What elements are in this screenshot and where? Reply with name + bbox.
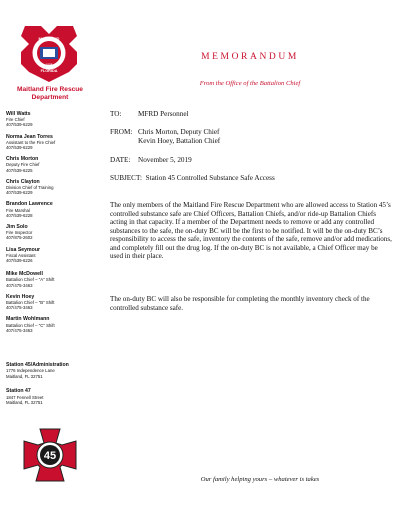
subject-value: Station 45 Controlled Substance Safe Access [145,174,275,182]
staff-name: Norma Jean Torres [6,133,53,140]
staff-entry [6,271,98,288]
department-name [4,86,96,102]
staff-title: Battalion Chief – "B" Shift [6,300,55,306]
date-label: DATE: [110,156,131,164]
staff-entry [6,224,98,241]
station-addresses [6,362,98,414]
to-line [110,110,189,119]
staff-phone: 407/539-6229 [6,122,33,128]
staff-title: Division Chief of Training [6,185,54,191]
memo-subtitle: From the Office of the Battalion Chief [199,80,301,87]
logo-station-number: 45 [43,450,57,462]
logo-bottom-text: FLORIDA [40,69,58,73]
staff-directory [6,111,98,339]
staff-phone: 407/539-6229 [6,190,33,196]
station-name: Station 47 [6,388,31,395]
staff-title: Assistant to the Fire Chief [6,139,56,145]
subject-label: SUBJECT: [110,174,142,182]
maitland-fire-logo [17,22,81,82]
from-line [110,128,220,145]
staff-phone: 407/539-6226 [6,258,33,264]
department-name-line2: Department [31,94,69,101]
staff-phone: 407/475-3463 [6,305,33,311]
staff-title: Fire Chief [6,117,25,123]
staff-title: Fire Marshal [6,207,30,213]
staff-name: Chris Morton [6,156,39,163]
staff-entry [6,247,98,264]
staff-phone: 407/475-3463 [6,327,33,333]
to-value: MFRD Personnel [138,110,189,118]
staff-entry [6,316,98,333]
memo-title: MEMORANDUM [201,52,299,62]
staff-name: Brandon Lawrence [6,201,53,208]
staff-entry [6,179,98,196]
station-45-maltese-cross-logo [22,427,78,483]
staff-name: Mike McDowell [6,271,43,278]
station-name: Station 45/Administration [6,362,69,368]
logo-year: 1885 [45,63,53,67]
staff-title: Fire Inspector [6,230,33,236]
staff-entry [6,111,98,128]
staff-title: Battalion Chief – "A" Shift [6,277,55,283]
body-paragraph-1: The only members of the Maitland Fire Rescue Department who are allowed access to Station 45’s controlled substance safe are Chief Officers, Battalion Chiefs, and/or ride-up Battalion Chiefs acting in that capacity. If a member of the Department needs to remove or add any controlled substances to the safe, the on-duty BC will be the first to be notified. It will be the on-duty BC’s responsibility to access the safe, inventory the contents of the safe, remove and/or add medications, and completely fill out the drug log. If the on-duty BC is not available, a Chief Officer may be used in their place. [110,201,392,260]
logo-top-text: MAITLAND [38,36,60,41]
staff-title: Battalion Chief – "C" Shift [6,322,55,328]
staff-title: Deputy Fire Chief [6,162,40,168]
letterhead-sidebar [0,0,100,517]
staff-entry [6,134,98,151]
from-label: FROM: [110,128,133,136]
station-street: 1847 Fennell Street [6,394,44,400]
station-city: Maitland, FL 32751 [6,400,43,406]
subject-line [110,174,275,183]
staff-name: Kevin Hoey [6,293,35,300]
staff-name: Lisa Seymour [6,246,41,253]
staff-name: Jim Solo [6,224,28,231]
from-value-2: Kevin Hoey, Battalion Chief [138,136,221,145]
staff-entry [6,294,98,311]
department-name-line1: Maitland Fire Rescue [17,86,83,93]
address-block [6,388,98,405]
staff-entry [6,156,98,173]
staff-phone: 407/875-2602 [6,235,33,241]
address-block [6,362,98,379]
body-paragraph-2: The on-duty BC will also be responsible for completing the monthly inventory check of the controlled substance safe. [110,295,370,312]
staff-phone: 407/539-6228 [6,212,33,218]
staff-phone: 407/539-6225 [6,167,33,173]
staff-title: Fiscal Assistant [6,252,36,258]
staff-name: Martin Wohlmann [6,316,50,323]
to-label: TO: [110,110,122,118]
footer-tagline: Our family helping yours – whatever is takes [200,476,320,483]
staff-entry [6,201,98,218]
station-street: 1776 Independence Lane [6,368,55,374]
staff-phone: 407/475-3463 [6,282,33,288]
staff-phone: 407/539-6229 [6,145,33,151]
station-city: Maitland, FL 32751 [6,373,43,379]
date-line [110,156,192,165]
staff-name: Chris Clayton [6,178,40,185]
staff-name: Will Watts [6,111,31,117]
from-value-1: Chris Morton, Deputy Chief [138,128,220,136]
date-value: November 5, 2019 [138,156,192,164]
